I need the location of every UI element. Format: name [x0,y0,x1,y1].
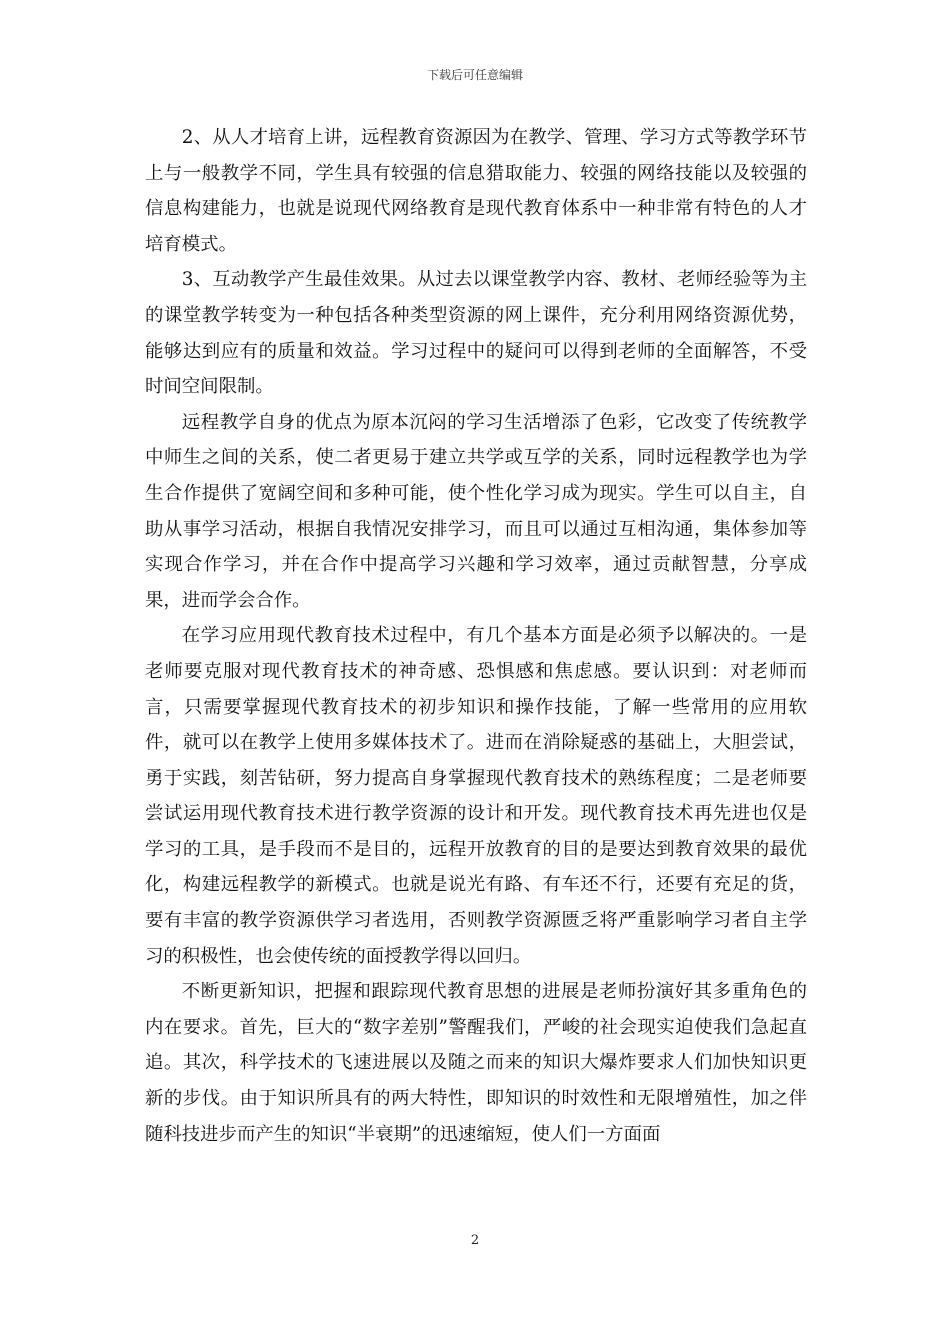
page-number: 2 [470,1233,480,1248]
page-header: 下载后可任意编辑 [426,68,523,82]
paragraph-talent-cultivation: 2、从人才培育上讲，远程教育资源因为在教学、管理、学习方式等教学环节上与一般教学不同，学生具有较强的信息猎取能力、较强的网络技能以及较强的信息构建能力，也就是说现代网络教育是现代教育体系中一种非常有特色的人才培育模式。 [145,127,807,255]
paragraph-remote-teaching-advantages: 远程教学自身的优点为原本沉闷的学习生活增添了色彩，它改变了传统教学中师生之间的关系，使二者更易于建立共学或互学的关系，同时远程教学也为学生合作提供了宽阔空间和多种可能，使个性化学习成为现实。学生可以自主，自助从事学习活动，根据自我情况安排学习，而且可以通过互相沟通，集体参加等实现合作学习，并在合作中提高学习兴趣和学习效率，通过贡献智慧，分享成果，进而学会合作。 [145,411,807,611]
paragraph-interactive-teaching: 3、互动教学产生最佳效果。从过去以课堂教学内容、教材、老师经验等为主的课堂教学转变为一种包括各种类型资源的网上课件，充分利用网络资源优势，能够达到应有的质量和效益。学习过程中的疑问可以得到老师的全面解答，不受时间空间限制。 [145,269,807,398]
paragraph-knowledge-update: 不断更新知识，把握和跟踪现代教育思想的进展是老师扮演好其多重角色的内在要求。首先，巨大的“数字差别”警醒我们，严峻的社会现实迫使我们急起直追。其次，科学技术的飞速进展以及随之而来的知识大爆炸要求人们加快知识更新的步伐。由于知识所具有的两大特性，即知识的时效性和无限增殖性，加之伴随科技进步而产生的知识“半衰期”的迅速缩短，使人们一方面面 [145,981,807,1145]
paragraph-education-technology: 在学习应用现代教育技术过程中，有几个基本方面是必须予以解决的。一是老师要克服对现代教育技术的神奇感、恐惧感和焦虑感。要认识到：对老师而言，只需要掌握现代教育技术的初步知识和操作技能，了解一些常用的应用软件，就可以在教学上使用多媒体技术了。进而在消除疑惑的基础上，大胆尝试，勇于实践，刻苦钻研，努力提高自身掌握现代教育技术的熟练程度；二是老师要尝试运用现代教育技术进行教学资源的设计和开发。现代教育技术再先进也仅是学习的工具，是手段而不是目的，远程开放教育的目的是要达到教育效果的最优化，构建远程教学的新模式。也就是说光有路、有车还不行，还要有充足的货，要有丰富的教学资源供学习者选用，否则教学资源匮乏将严重影响学习者自主学习的积极性，也会使传统的面授教学得以回归。 [145,625,807,967]
document-body [145,120,807,1152]
